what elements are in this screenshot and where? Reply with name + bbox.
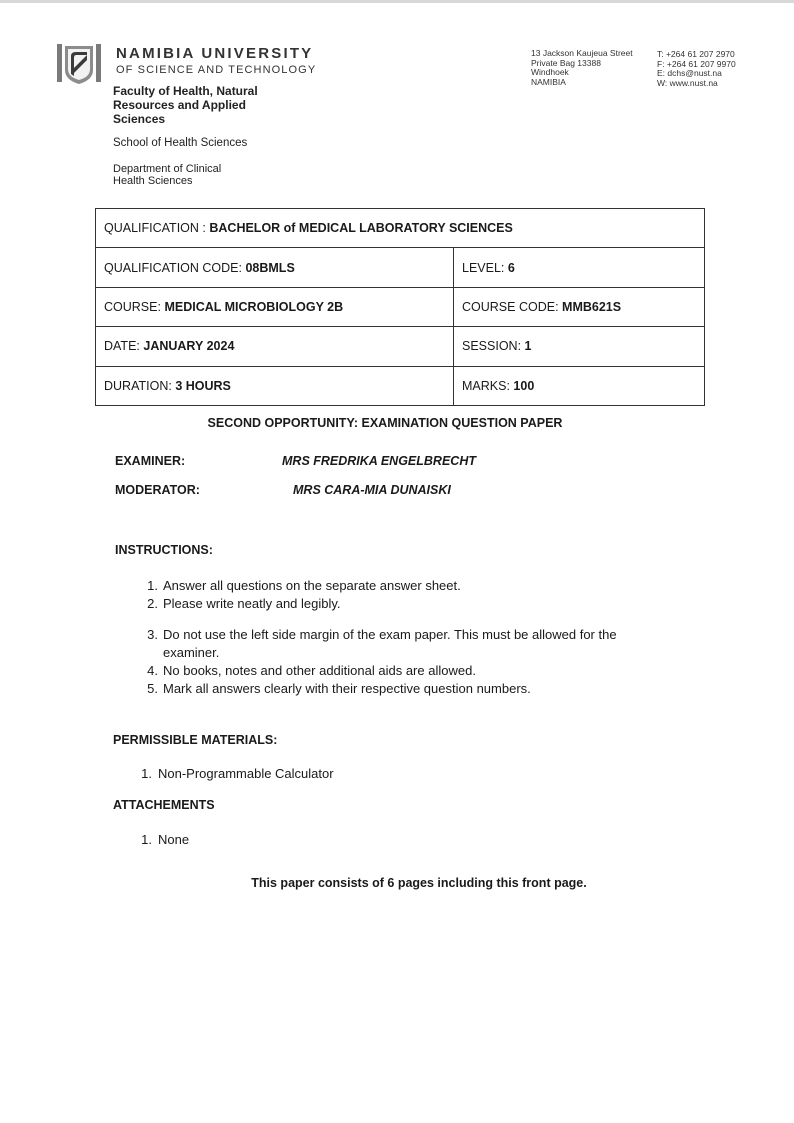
department-name	[113, 163, 221, 187]
email-line: E: dchs@nust.na	[657, 68, 722, 78]
university-logo-icon	[56, 40, 102, 86]
instruction-number: 5.	[147, 681, 158, 696]
table-row	[96, 366, 705, 405]
level-label: LEVEL:	[462, 260, 505, 275]
instruction-number: 1.	[147, 578, 158, 593]
examiner-label: EXAMINER:	[115, 454, 186, 468]
instruction-text: No books, notes and other additional aids are allowed.	[163, 663, 476, 678]
course-label: COURSE:	[104, 299, 161, 314]
level-value: 6	[507, 260, 515, 275]
marks-cell	[454, 366, 705, 405]
permissible-materials-heading: PERMISSIBLE MATERIALS:	[113, 733, 278, 747]
date-value: JANUARY 2024	[143, 339, 235, 354]
contact-details	[657, 50, 736, 88]
permissible-item-text: Non-Programmable Calculator	[158, 766, 334, 781]
address-line: 13 Jackson Kaujeua Street	[531, 48, 633, 58]
school-name: School of Health Sciences	[113, 137, 248, 149]
attachment-item-number: 1.	[141, 832, 152, 847]
website-line: W: www.nust.na	[657, 77, 718, 88]
university-name: NAMIBIA UNIVERSITY	[116, 45, 314, 62]
moderator-label: MODERATOR:	[115, 483, 200, 497]
exam-title: SECOND OPPORTUNITY: EXAMINATION QUESTION PAPER	[207, 416, 563, 430]
instructions-heading: INSTRUCTIONS:	[115, 543, 213, 557]
course-code-label: COURSE CODE:	[462, 299, 559, 314]
level-cell	[454, 248, 705, 287]
faculty-line: Sciences	[113, 112, 166, 126]
faculty-name	[113, 84, 293, 126]
qualification-code-cell	[96, 248, 454, 287]
phone-line: T: +264 61 207 2970	[657, 49, 735, 59]
postal-address	[531, 49, 633, 87]
page-count-note: This paper consists of 6 pages including this front page.	[251, 876, 587, 890]
table-row	[96, 287, 705, 326]
session-cell	[454, 327, 705, 366]
course-code-cell	[454, 287, 705, 326]
attachments-heading: ATTACHEMENTS	[113, 798, 215, 812]
university-subtitle: OF SCIENCE AND TECHNOLOGY	[116, 64, 317, 76]
qualification-code-label: QUALIFICATION CODE:	[104, 260, 242, 275]
instruction-text-continued: examiner.	[163, 645, 220, 660]
faculty-line: Faculty of Health, Natural	[113, 84, 258, 98]
exam-info-table	[95, 208, 705, 406]
session-value: 1	[524, 339, 532, 354]
course-cell	[96, 287, 454, 326]
permissible-item-number: 1.	[141, 766, 152, 781]
marks-label: MARKS:	[462, 378, 510, 393]
session-label: SESSION:	[462, 339, 522, 354]
table-row	[96, 209, 705, 248]
qualification-label: QUALIFICATION :	[104, 221, 206, 236]
department-line: Department of Clinical	[113, 163, 222, 175]
moderator-name: MRS CARA-MIA DUNAISKI	[293, 483, 451, 497]
qualification-value: BACHELOR of MEDICAL LABORATORY SCIENCES	[209, 221, 513, 236]
address-line: Private Bag 13388	[531, 57, 601, 68]
faculty-line: Resources and Applied	[113, 98, 246, 112]
table-row	[96, 248, 705, 287]
address-line: NAMIBIA	[531, 76, 566, 87]
qualification-code-value: 08BMLS	[245, 260, 295, 275]
department-line: Health Sciences	[113, 175, 193, 187]
address-line: Windhoek	[531, 67, 569, 77]
page-top-border	[0, 0, 794, 3]
marks-value: 100	[513, 378, 535, 393]
instruction-text: Answer all questions on the separate answer sheet.	[163, 578, 461, 593]
date-cell	[96, 327, 454, 366]
duration-label: DURATION:	[104, 378, 172, 393]
course-value: MEDICAL MICROBIOLOGY 2B	[164, 299, 344, 314]
fax-line: F: +264 61 207 9970	[657, 58, 736, 69]
course-code-value: MMB621S	[562, 299, 622, 314]
instruction-text: Please write neatly and legibly.	[163, 596, 341, 611]
instruction-text: Do not use the left side margin of the exam paper. This must be allowed for the	[163, 627, 617, 642]
examiner-name: MRS FREDRIKA ENGELBRECHT	[282, 454, 476, 468]
instruction-number: 4.	[147, 663, 158, 678]
attachment-item-text: None	[158, 832, 190, 847]
instruction-number: 3.	[147, 627, 158, 642]
instruction-text: Mark all answers clearly with their respective question numbers.	[163, 681, 531, 696]
duration-cell	[96, 366, 454, 405]
instruction-number: 2.	[147, 596, 158, 611]
date-label: DATE:	[104, 339, 140, 354]
table-row	[96, 327, 705, 366]
duration-value: 3 HOURS	[175, 378, 231, 393]
qualification-cell	[96, 209, 705, 248]
